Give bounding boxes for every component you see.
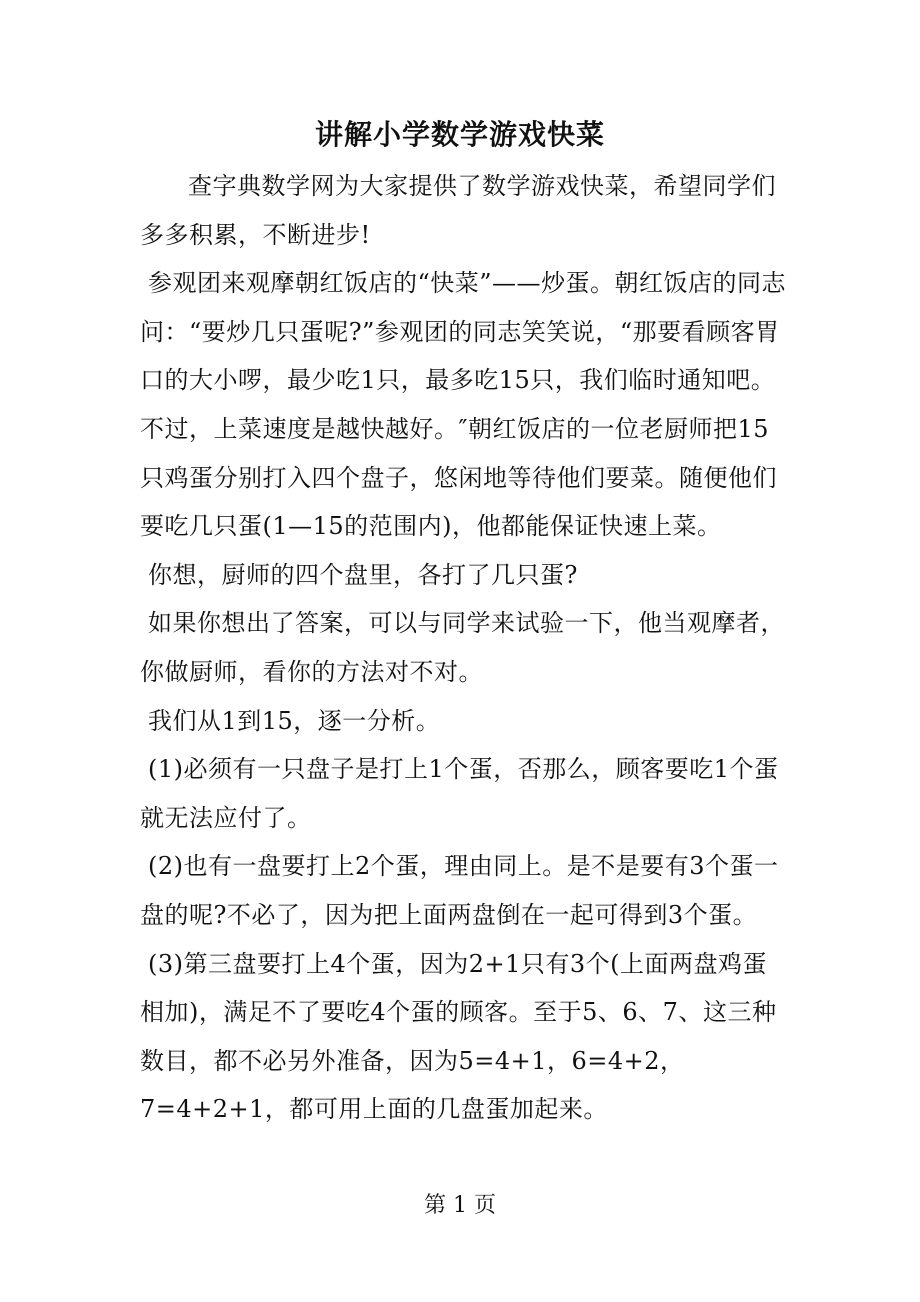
paragraph-step-3: (3)第三盘要打上4个蛋，因为2+1只有3个(上面两盘鸡蛋相加)，满足不了要吃4个蛋的顾客。至于5、6、7、这三种数目，都不必另外准备，因为5=4+1，6=4+2，7=4+2+1，都可用上面的几盘蛋加起来。: [140, 949, 777, 1124]
paragraph-step-2: (2)也有一盘要打上2个蛋，理由同上。是不是要有3个蛋一盘的呢?不必了，因为把上面两盘倒在一起可得到3个蛋。: [140, 852, 779, 929]
paragraph-analysis: 我们从1到15，逐一分析。: [148, 706, 441, 735]
paragraph-step-1: (1)必须有一只盘子是打上1个蛋，否那么，顾客要吃1个蛋就无法应付了。: [140, 755, 779, 832]
page-number: 第 1 页: [424, 1193, 496, 1218]
paragraph-intro: 查字典数学网为大家提供了数学游戏快菜，希望同学们多多积累，不断进步!: [140, 172, 776, 249]
paragraph-story: 参观团来观摩朝红饭店的“快菜”——炒蛋。朝红饭店的同志问：“要炒几只蛋呢?”参观团的同志笑笑说，“那要看顾客胃口的大小啰，最少吃1只，最多吃15只，我们临时通知吧。不过，上菜速度是越快越好。″朝红饭店的一位老厨师把15只鸡蛋分别打入四个盘子，悠闲地等待他们要菜。随便他们要吃几只蛋(1—15的范围内)，他都能保证快速上菜。: [140, 269, 787, 541]
paragraph-try: 如果你想出了答案，可以与同学来试验一下，他当观摩者，你做厨师，看你的方法对不对。: [140, 609, 785, 686]
document-title: 讲解小学数学游戏快菜: [314, 118, 605, 151]
document-body: [140, 162, 790, 1134]
paragraph-question: 你想，厨师的四个盘里，各打了几只蛋?: [148, 560, 578, 589]
